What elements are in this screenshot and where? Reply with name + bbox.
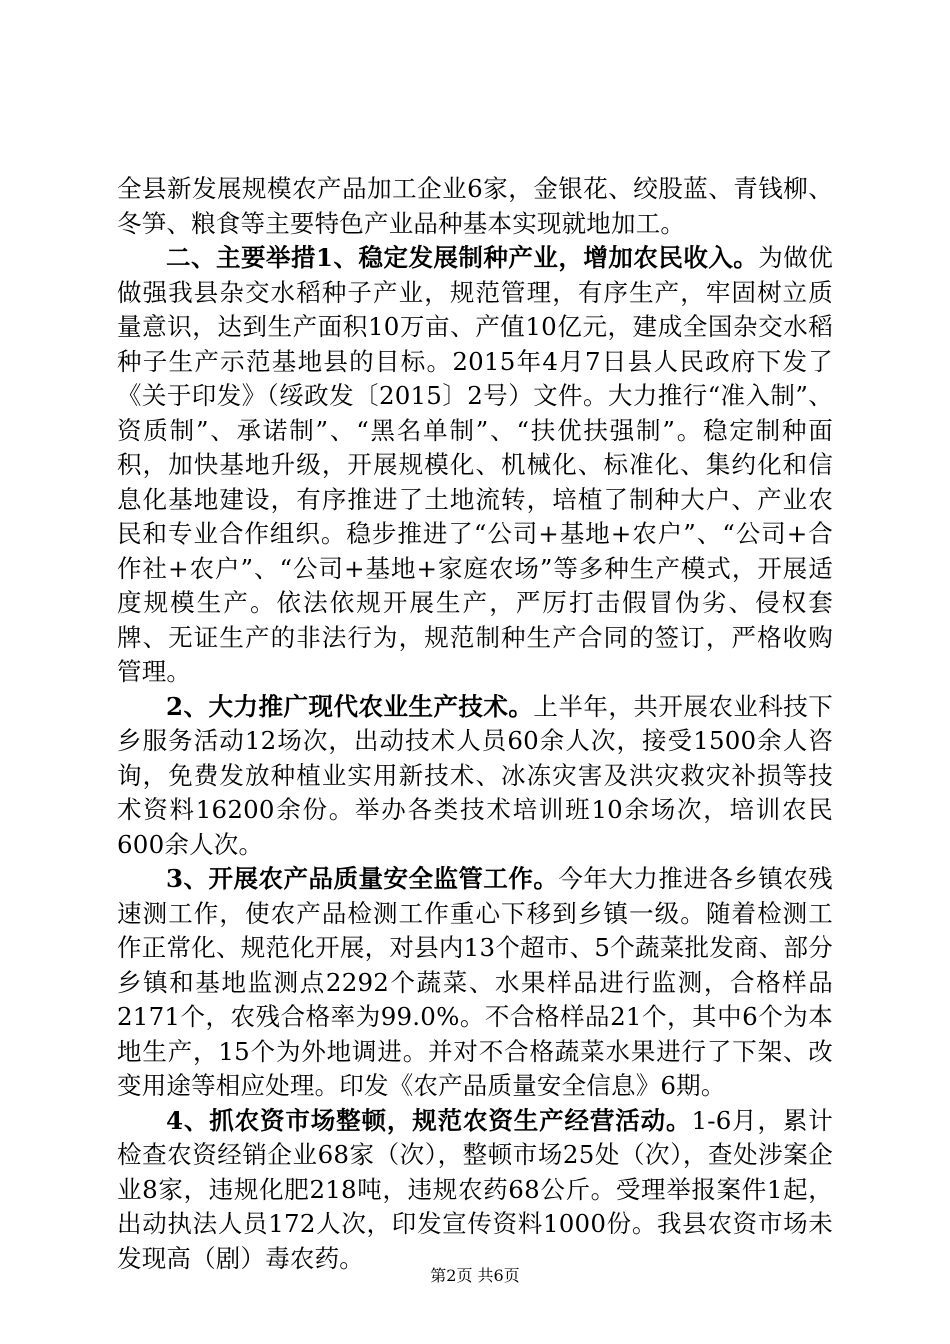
paragraph-5-heading: 4、抓农资市场整顿，规范农资生产经营活动。 <box>166 1105 692 1135</box>
paragraph-3 <box>117 690 833 863</box>
paragraph-3-text: 上半年，共开展农业科技下乡服务活动12场次，出动技术人员60余人次，接受1500余人咨询，免费发放种植业实用新技术、冰冻灾害及洪灾救灾补损等技术资料16200余份。举办各类技术培训班10余场次，培训农民600余人次。 <box>117 691 833 859</box>
paragraph-4 <box>117 862 833 1104</box>
paragraph-1-text: 全县新发展规模农产品加工企业6家，金银花、绞股蓝、青钱柳、冬笋、粮食等主要特色产业品种基本实现就地加工。 <box>117 174 833 238</box>
document-body <box>117 172 833 1276</box>
paragraph-5 <box>117 1104 833 1277</box>
paragraph-3-heading: 2、大力推广现代农业生产技术。 <box>166 691 534 721</box>
page-number-label: 第2页 共6页 <box>430 1266 520 1285</box>
paragraph-2-text: 为做优做强我县杂交水稻种子产业，规范管理，有序生产，牢固树立质量意识，达到生产面积10万亩、产值10亿元，建成全国杂交水稻种子生产示范基地县的目标。2015年4月7日县人民政府下发了《关于印发》（绥政发〔2015〕2号）文件。大力推行“准入制”、资质制”、承诺制”、“黑名单制”、“扶优扶强制”。稳定制种面积，加快基地升级，开展规模化、机械化、标准化、集约化和信息化基地建设，有序推进了土地流转，培植了制种大户、产业农民和专业合作组织。稳步推进了“公司+基地+农户”、“公司+合作社+农户”、“公司+基地+家庭农场”等多种生产模式，开展适度规模生产。依法依规开展生产，严厉打击假冒伪劣、侵权套牌、无证生产的非法行为，规范制种生产合同的签订，严格收购管理。 <box>117 243 833 686</box>
paragraph-5-text: 1-6月，累计检查农资经销企业68家（次），整顿市场25处（次），查处涉案企业8家，违规化肥218吨，违规农药68公斤。受理举报案件1起，出动执法人员172人次，印发宣传资料1000份。我县农资市场未发现高（剧）毒农药。 <box>117 1105 833 1273</box>
paragraph-4-heading: 3、开展农产品质量安全监管工作。 <box>166 864 559 893</box>
paragraph-2 <box>117 241 833 690</box>
paragraph-1 <box>117 172 833 241</box>
paragraph-4-text: 今年大力推进各乡镇农残速测工作，使农产品检测工作重心下移到乡镇一级。随着检测工作正常化、规范化开展，对县内13个超市、5个蔬菜批发商、部分乡镇和基地监测点2292个蔬菜、水果样品进行监测，合格样品2171个，农残合格率为99.0%。不合格样品21个，其中6个为本地生产，15个为外地调进。并对不合格蔬菜水果进行了下架、改变用途等相应处理。印发《农产品质量安全信息》6期。 <box>117 864 833 1100</box>
page-footer <box>0 1266 950 1286</box>
paragraph-2-heading: 二、主要举措1、稳定发展制种产业，增加农民收入。 <box>166 243 759 272</box>
